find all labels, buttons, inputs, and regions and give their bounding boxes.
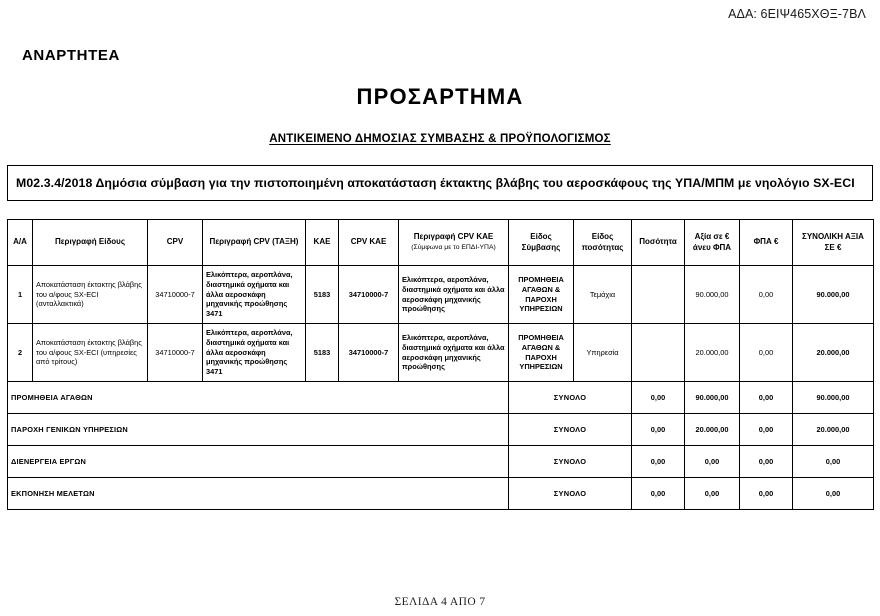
- summary-vat: 0,00: [740, 446, 793, 478]
- page-title: ΠΡΟΣΑΡΤΗΜΑ: [356, 84, 524, 109]
- cell-cpv-description: Ελικόπτερα, αεροπλάνα, διαστημικά οχήματα και άλλα αεροσκάφη μηχανικής προώθησης 3471: [203, 324, 306, 382]
- col-header-cpv-kae-description-sub: (Σύμφωνα με το ΕΠΔΙ-ΥΠΑ): [411, 243, 496, 251]
- col-header-vat: ΦΠΑ €: [740, 220, 793, 266]
- cell-kae: 5183: [306, 266, 339, 324]
- cell-quantity: [632, 266, 685, 324]
- cell-quantity: [632, 324, 685, 382]
- cell-aa: 1: [8, 266, 33, 324]
- col-header-quantity: Ποσότητα: [632, 220, 685, 266]
- summary-value-excl-vat: 0,00: [685, 478, 740, 510]
- contract-object-text: Μ02.3.4/2018 Δημόσια σύμβαση για την πιστοποιημένη αποκατάσταση έκτακτης βλάβης του αεροσκάφους της ΥΠΑ/ΜΠΜ με νηολόγιο SX-ECI: [16, 176, 855, 190]
- anarthtea-label: ΑΝΑΡΤΗΤΕΑ: [22, 47, 120, 64]
- cell-value-excl-vat: 90.000,00: [685, 266, 740, 324]
- cell-cpv-kae-description: Ελικόπτερα, αεροπλάνα, διαστημικά οχήματα και άλλα αεροσκάφη μηχανικής προώθησης: [399, 324, 509, 382]
- cell-description: Αποκατάσταση έκτακτης βλάβης του α/φους SX-ECI (υπηρεσίες από τρίτους): [33, 324, 148, 382]
- cell-total-value: 90.000,00: [793, 266, 874, 324]
- cell-cpv-kae: 34710000-7: [339, 324, 399, 382]
- cell-cpv: 34710000-7: [148, 266, 203, 324]
- cell-vat: 0,00: [740, 266, 793, 324]
- document-subtitle: [0, 133, 880, 145]
- col-header-cpv: CPV: [148, 220, 203, 266]
- summary-total-value: 20.000,00: [793, 414, 874, 446]
- summary-value-excl-vat: 0,00: [685, 446, 740, 478]
- cell-total-value: 20.000,00: [793, 324, 874, 382]
- summary-quantity: 0,00: [632, 414, 685, 446]
- budget-table-container: [7, 219, 873, 510]
- table-body: [8, 266, 874, 510]
- summary-quantity: 0,00: [632, 446, 685, 478]
- summary-row: [8, 478, 874, 510]
- cell-quantity-type: Υπηρεσία: [574, 324, 632, 382]
- summary-value-excl-vat: 90.000,00: [685, 382, 740, 414]
- summary-vat: 0,00: [740, 382, 793, 414]
- summary-quantity: 0,00: [632, 478, 685, 510]
- summary-label: ΠΑΡΟΧΗ ΓΕΝΙΚΩΝ ΥΠΗΡΕΣΙΩΝ: [8, 414, 509, 446]
- col-header-quantity-type: Είδος ποσότητας: [574, 220, 632, 266]
- cell-cpv-kae-description: Ελικόπτερα, αεροπλάνα, διαστημικά οχήματα και άλλα αεροσκάφη μηχανικής προώθησης: [399, 266, 509, 324]
- cell-aa: 2: [8, 324, 33, 382]
- cell-vat: 0,00: [740, 324, 793, 382]
- summary-synolo: ΣΥΝΟΛΟ: [509, 414, 632, 446]
- cell-contract-type: ΠΡΟΜΗΘΕΙΑ ΑΓΑΘΩΝ & ΠΑΡΟΧΗ ΥΠΗΡΕΣΙΩΝ: [509, 324, 574, 382]
- table-header: [8, 220, 874, 266]
- summary-label: ΔΙΕΝΕΡΓΕΙΑ ΕΡΓΩΝ: [8, 446, 509, 478]
- page-footer: ΣΕΛΙΔΑ 4 ΑΠΟ 7: [394, 596, 486, 608]
- col-header-aa: Α/Α: [8, 220, 33, 266]
- table-header-row: [8, 220, 874, 266]
- summary-total-value: 0,00: [793, 446, 874, 478]
- summary-quantity: 0,00: [632, 382, 685, 414]
- cell-kae: 5183: [306, 324, 339, 382]
- summary-value-excl-vat: 20.000,00: [685, 414, 740, 446]
- cell-value-excl-vat: 20.000,00: [685, 324, 740, 382]
- cell-cpv: 34710000-7: [148, 324, 203, 382]
- document-subtitle-text: ΑΝΤΙΚΕΙΜΕΝΟ ΔΗΜΟΣΙΑΣ ΣΥΜΒΑΣΗΣ & ΠΡΟΫΠΟΛΟΓΙΣΜΟΣ: [269, 133, 611, 145]
- summary-synolo: ΣΥΝΟΛΟ: [509, 382, 632, 414]
- summary-row: [8, 382, 874, 414]
- table-row: [8, 266, 874, 324]
- cell-description: Αποκατάσταση έκτακτης βλάβης του α/φους SX-ECI (ανταλλακτικά): [33, 266, 148, 324]
- summary-vat: 0,00: [740, 478, 793, 510]
- cell-contract-type: ΠΡΟΜΗΘΕΙΑ ΑΓΑΘΩΝ & ΠΑΡΟΧΗ ΥΠΗΡΕΣΙΩΝ: [509, 266, 574, 324]
- summary-vat: 0,00: [740, 414, 793, 446]
- cell-quantity-type: Τεμάχια: [574, 266, 632, 324]
- col-header-contract-type: Είδος Σύμβασης: [509, 220, 574, 266]
- col-header-description: Περιγραφή Είδους: [33, 220, 148, 266]
- summary-total-value: 0,00: [793, 478, 874, 510]
- summary-row: [8, 446, 874, 478]
- contract-object-box: [7, 165, 873, 201]
- summary-synolo: ΣΥΝΟΛΟ: [509, 478, 632, 510]
- table-row: [8, 324, 874, 382]
- cell-cpv-description: Ελικόπτερα, αεροπλάνα, διαστημικά οχήματα και άλλα αεροσκάφη μηχανικής προώθησης 3471: [203, 266, 306, 324]
- summary-synolo: ΣΥΝΟΛΟ: [509, 446, 632, 478]
- col-header-cpv-kae-description-main: Περιγραφή CPV ΚΑΕ: [413, 232, 494, 242]
- col-header-cpv-kae: CPV ΚΑΕ: [339, 220, 399, 266]
- ada-code: ΑΔΑ: 6ΕΙΨ465ΧΘΞ-7ΒΛ: [728, 7, 866, 21]
- cell-cpv-kae: 34710000-7: [339, 266, 399, 324]
- col-header-cpv-description: Περιγραφή CPV (ΤΑΞΗ): [203, 220, 306, 266]
- summary-row: [8, 414, 874, 446]
- col-header-total-value: ΣΥΝΟΛΙΚΗ ΑΞΙΑ ΣΕ €: [793, 220, 874, 266]
- summary-total-value: 90.000,00: [793, 382, 874, 414]
- col-header-kae: ΚΑΕ: [306, 220, 339, 266]
- col-header-value-excl-vat: Αξία σε € άνευ ΦΠΑ: [685, 220, 740, 266]
- budget-table: [7, 219, 874, 510]
- summary-label: ΠΡΟΜΗΘΕΙΑ ΑΓΑΘΩΝ: [8, 382, 509, 414]
- summary-label: ΕΚΠΟΝΗΣΗ ΜΕΛΕΤΩΝ: [8, 478, 509, 510]
- col-header-cpv-kae-description: [399, 220, 509, 266]
